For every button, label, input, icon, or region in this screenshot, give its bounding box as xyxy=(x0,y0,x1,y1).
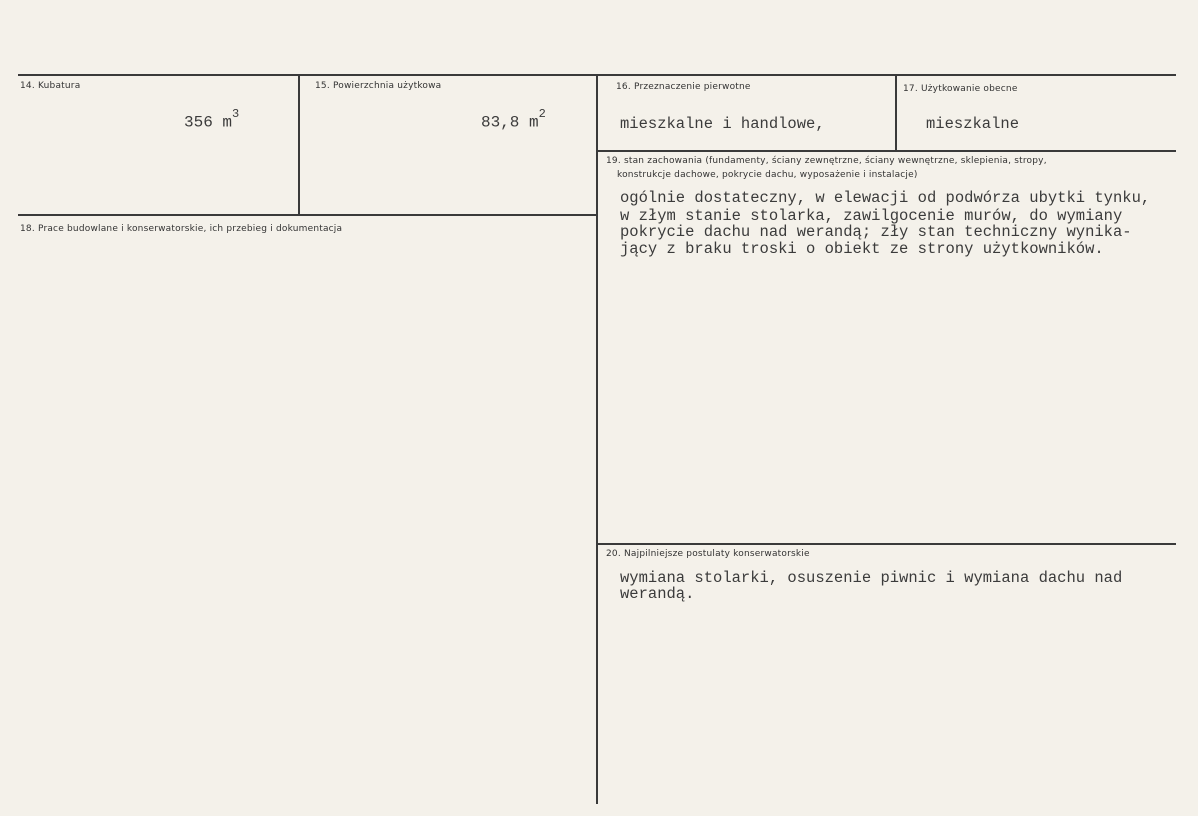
field-17-value: mieszkalne xyxy=(926,115,1020,133)
field-17-label: 17. Użytkowanie obecne xyxy=(903,84,1018,94)
field-15-label: 15. Powierzchnia użytkowa xyxy=(315,81,442,91)
rule-under-16-17 xyxy=(598,150,1176,152)
field-19-label-line2: konstrukcje dachowe, pokrycie dachu, wyposażenie i instalacje) xyxy=(617,170,918,180)
powierzchnia-value: 83,8 m xyxy=(481,113,539,132)
field-16-label: 16. Przeznaczenie pierwotne xyxy=(616,82,751,92)
field-19-label-line1: 19. stan zachowania (fundamenty, ściany zewnętrzne, ściany wewnętrzne, sklepienia, stropy, xyxy=(606,156,1047,166)
field-14-label: 14. Kubatura xyxy=(20,81,81,91)
rule-above-20 xyxy=(598,543,1176,545)
field-20-label: 20. Najpilniejsze postulaty konserwatorskie xyxy=(606,549,810,559)
field-14-value xyxy=(184,107,240,132)
field-19-line: jący z braku troski o obiekt ze strony użytkowników. xyxy=(620,240,1104,258)
divider-16-17 xyxy=(895,74,897,152)
field-19-line: pokrycie dachu nad werandą; zły stan techniczny wynika- xyxy=(620,223,1132,241)
kubatura-value: 356 m xyxy=(184,113,233,132)
powierzchnia-exponent: 2 xyxy=(538,107,546,121)
field-20-line: werandą. xyxy=(620,585,695,603)
field-20-line: wymiana stolarki, osuszenie piwnic i wymiana dachu nad xyxy=(620,569,1123,587)
field-15-value xyxy=(481,107,546,132)
field-19-line: ogólnie dostateczny, w elewacji od podwórza ubytki tynku, xyxy=(620,189,1151,207)
divider-14-15 xyxy=(298,74,300,216)
rule-above-18 xyxy=(18,214,598,216)
center-divider xyxy=(596,74,598,804)
field-18-label: 18. Prace budowlane i konserwatorskie, ich przebieg i dokumentacja xyxy=(20,224,343,234)
kubatura-exponent: 3 xyxy=(232,107,240,121)
field-19-line: w złym stanie stolarka, zawilgocenie murów, do wymiany xyxy=(620,207,1123,225)
field-16-value: mieszkalne i handlowe, xyxy=(620,115,825,133)
